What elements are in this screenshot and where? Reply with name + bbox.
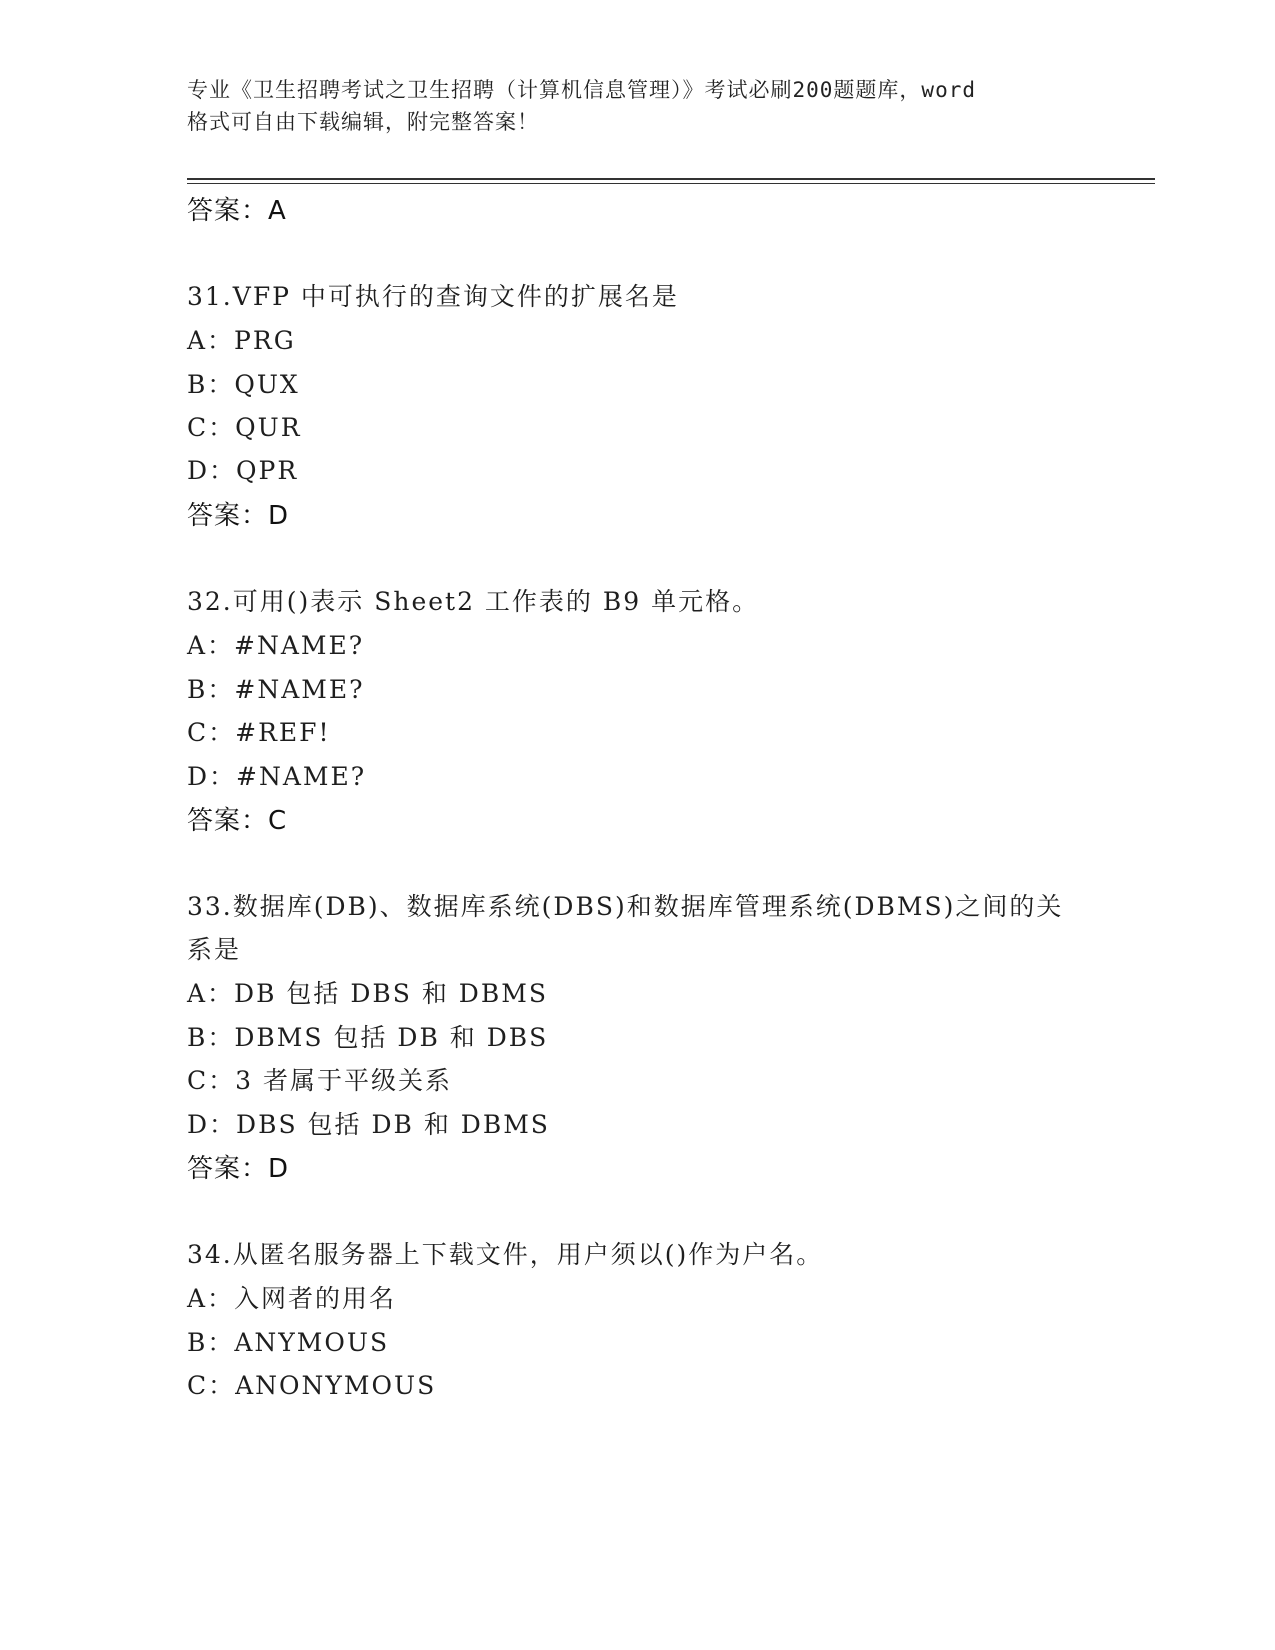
- question-34-option-c: C：ANONYMOUS: [187, 1371, 437, 1400]
- question-34-stem: 34.从匿名服务器上下载文件，用户须以()作为户名。: [187, 1240, 824, 1269]
- question-31-option-c: C：QUR: [187, 413, 302, 442]
- question-31-option-b: B：QUX: [187, 370, 300, 399]
- question-33-option-c: C：3 者属于平级关系: [187, 1066, 452, 1095]
- question-33-answer: 答案：D: [187, 1154, 290, 1184]
- question-34-option-b: B：ANYMOUS: [187, 1328, 390, 1357]
- question-31-answer: 答案：D: [187, 501, 290, 531]
- question-34-option-a: A：入网者的用名: [187, 1284, 397, 1313]
- header-divider-thin: [187, 183, 1155, 184]
- question-31-option-a: A：PRG: [187, 326, 296, 355]
- header-divider-thick: [187, 178, 1155, 180]
- header-line-2: 格式可自由下载编辑，附完整答案！: [187, 110, 539, 134]
- question-32-option-a: A：#NAME?: [187, 631, 365, 660]
- question-33-option-b: B：DBMS 包括 DB 和 DBS: [187, 1023, 549, 1052]
- header-line-1: 专业《卫生招聘考试之卫生招聘（计算机信息管理）》考试必刷200题题库，word: [187, 78, 976, 102]
- question-32-answer: 答案：C: [187, 806, 288, 836]
- question-33-option-a: A：DB 包括 DBS 和 DBMS: [187, 979, 548, 1008]
- question-32-option-c: C：#REF!: [187, 718, 331, 747]
- question-31-option-d: D：QPR: [187, 456, 299, 485]
- question-33-stem-line-2: 系是: [187, 935, 242, 964]
- question-32-stem: 32.可用()表示 Sheet2 工作表的 B9 单元格。: [187, 587, 760, 616]
- question-32-option-d: D：#NAME?: [187, 762, 367, 791]
- answer-previous: 答案：A: [187, 196, 287, 226]
- document-header: [187, 74, 1087, 138]
- question-31-stem: 31.VFP 中可执行的查询文件的扩展名是: [187, 282, 679, 311]
- question-33-option-d: D：DBS 包括 DB 和 DBMS: [187, 1110, 550, 1139]
- question-32-option-b: B：#NAME?: [187, 675, 365, 704]
- question-33-stem-line-1: 33.数据库(DB)、数据库系统(DBS)和数据库管理系统(DBMS)之间的关: [187, 892, 1064, 921]
